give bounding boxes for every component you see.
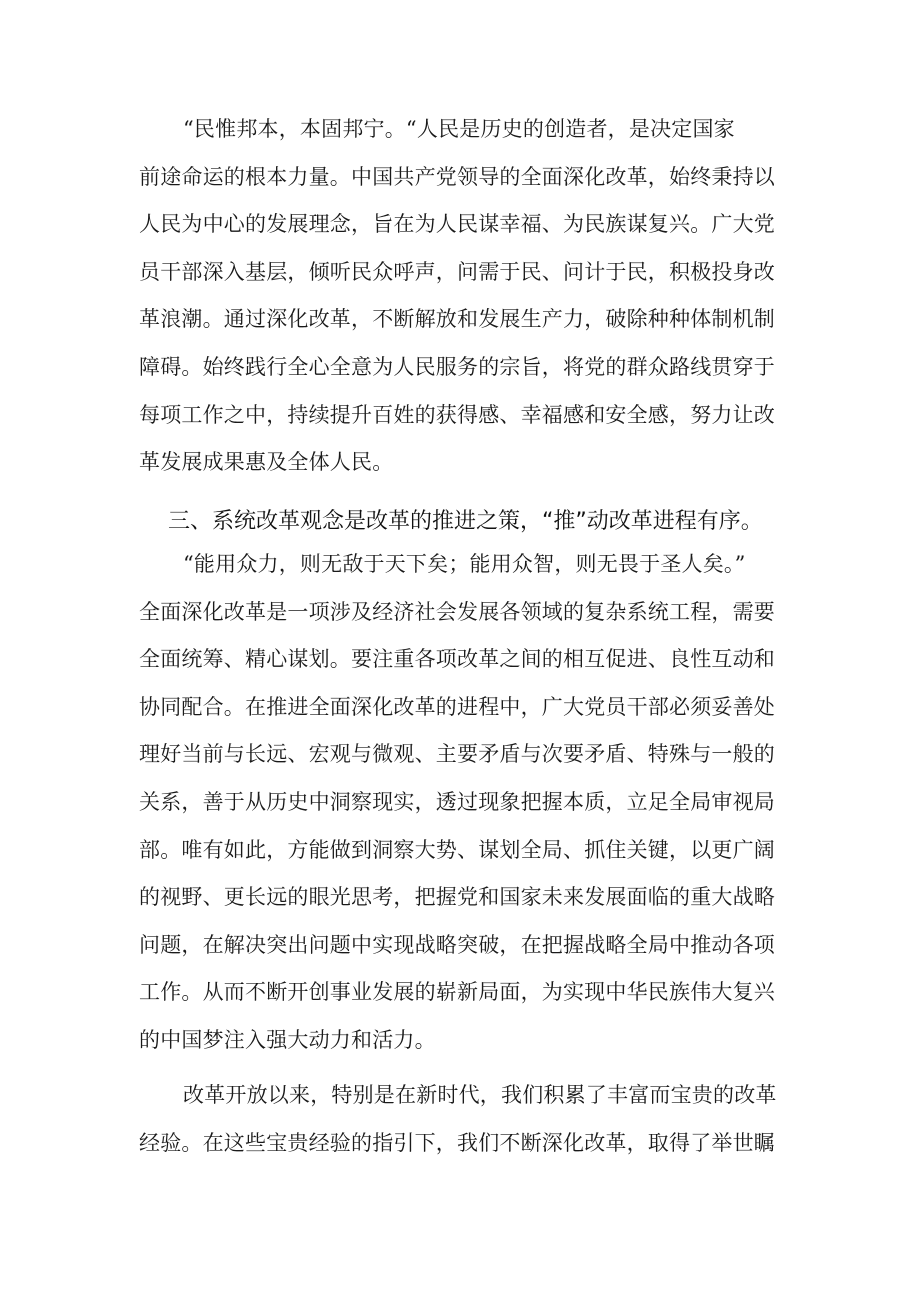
paragraph-line: 协同配合。在推进全面深化改革的进程中，广大党员干部必须妥善处 [139, 694, 775, 719]
paragraph-line: 的中国梦注入强大动力和活力。 [139, 1027, 436, 1052]
paragraph-line: “能用众力，则无敌于天下矣；能用众智，则无畏于圣人矣。” [183, 552, 746, 576]
paragraph-1 [139, 106, 789, 487]
paragraph-line: 革浪潮。通过深化改革，不断解放和发展生产力，破除种种体制机制 [139, 307, 775, 332]
paragraph-line: “民惟邦本，本固邦宁。“人民是历史的创造者，是决定国家 [183, 117, 735, 141]
paragraph-line: 的视野、更长远的眼光思考，把握党和国家未来发展面临的重大战略 [139, 885, 775, 910]
paragraph-line: 全面深化改革是一项涉及经济社会发展各领域的复杂系统工程，需要 [139, 599, 775, 624]
paragraph-line: 每项工作之中，持续提升百姓的获得感、幸福感和安全感，努力让改 [139, 402, 775, 427]
paragraph-line: 障碍。始终践行全心全意为人民服务的宗旨，将党的群众路线贯穿于 [139, 354, 775, 379]
paragraph-line: 全面统筹、精心谋划。要注重各项改革之间的相互促进、良性互动和 [139, 647, 775, 672]
paragraph-line: 理好当前与长远、宏观与微观、主要矛盾与次要矛盾、特殊与一般的 [139, 742, 775, 767]
paragraph-line: 革发展成果惠及全体人民。 [139, 450, 394, 475]
paragraph-line: 改革开放以来，特别是在新时代，我们积累了丰富而宝贵的改革 [183, 1083, 777, 1107]
paragraph-line: 员干部深入基层，倾听民众呼声，问需于民、问计于民，积极投身改 [139, 259, 775, 284]
paragraph-line: 人民为中心的发展理念，旨在为人民谋幸福、为民族谋复兴。广大党 [139, 212, 775, 237]
paragraph-line: 部。唯有如此，方能做到洞察大势、谋划全局、抓住关键，以更广阔 [139, 837, 775, 862]
section-heading: 三、系统改革观念是改革的推进之策，“推”动改革进程有序。 [168, 509, 763, 534]
paragraph-line: 关系，善于从历史中洞察现实，透过现象把握本质，立足全局审视局 [139, 789, 775, 814]
paragraph-2 [139, 541, 789, 1065]
paragraph-line: 工作。从而不断开创事业发展的崭新局面，为实现中华民族伟大复兴 [139, 980, 775, 1005]
paragraph-3 [139, 1072, 789, 1167]
paragraph-line: 前途命运的根本力量。中国共产党领导的全面深化改革，始终秉持以 [139, 164, 775, 189]
paragraph-line: 问题，在解决突出问题中实现战略突破，在把握战略全局中推动各项 [139, 932, 775, 957]
paragraph-line: 经验。在这些宝贵经验的指引下，我们不断深化改革，取得了举世瞩 [139, 1130, 775, 1155]
